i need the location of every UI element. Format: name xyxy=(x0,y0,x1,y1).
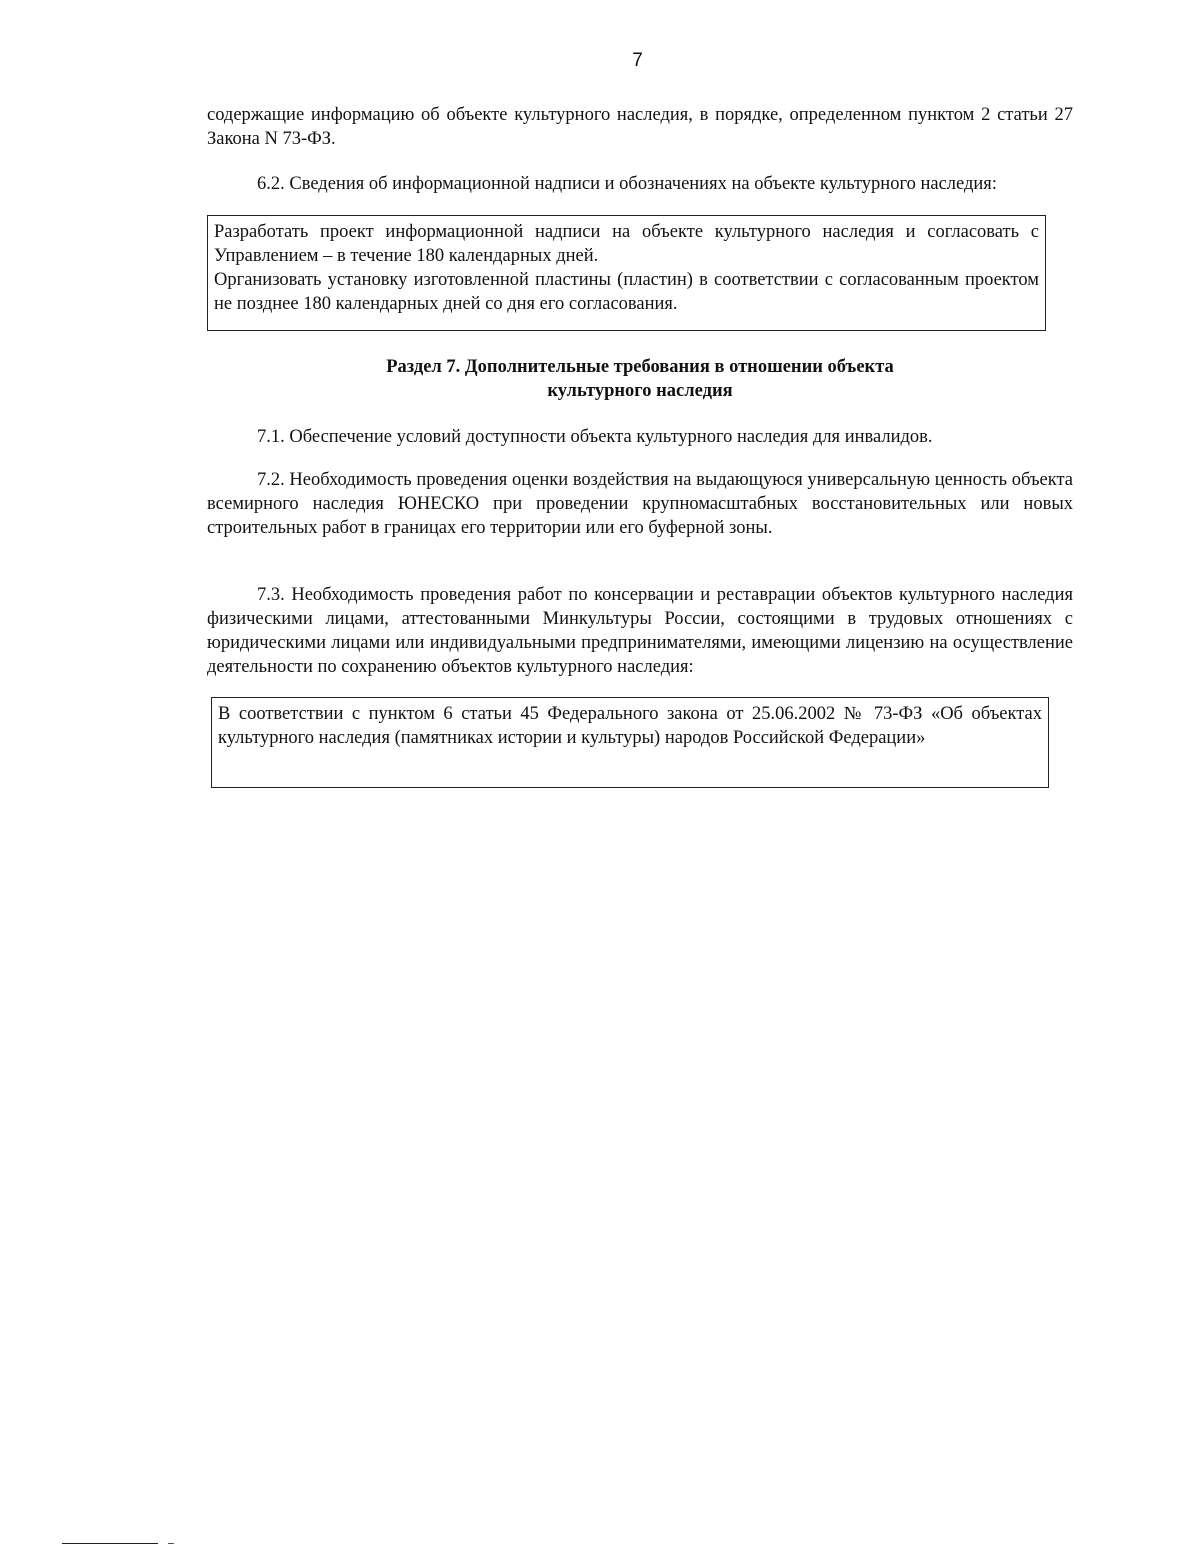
item-7-1-paragraph: 7.1. Обеспечение условий доступности объекта культурного наследия для инвалидов. xyxy=(257,427,933,447)
info-inscription-line-2: Организовать установку изготовленной пластины (пластин) в соответствии с согласованным проектом не позднее 180 календарных дней со дня его согласования. xyxy=(214,270,1039,314)
info-inscription-line-1: Разработать проект информационной надписи на объекте культурного наследия и согласовать с Управлением – в течение 180 календарных дней. xyxy=(214,222,1039,266)
legal-basis-box xyxy=(211,697,1049,788)
section-7-heading xyxy=(207,355,1073,403)
item-6-2-paragraph: 6.2. Сведения об информационной надписи и обозначениях на объекте культурного наследия: xyxy=(257,174,997,194)
item-7-3-paragraph: 7.3. Необходимость проведения работ по консервации и реставрации объектов культурного наследия физическими лицами, аттестованными Минкультуры России, состоящими в трудовых отношениях с юридическими лицами или индивидуальными предпринимателями, имеющими лицензию на осуществление деятельности по сохранению объектов культурного наследия: xyxy=(207,585,1073,677)
footnote-separator xyxy=(62,1543,158,1544)
section-7-heading-line-1: Раздел 7. Дополнительные требования в отношении объекта xyxy=(386,357,894,377)
footnote-dash xyxy=(168,1543,174,1544)
item-7-2-paragraph: 7.2. Необходимость проведения оценки воздействия на выдающуюся универсальную ценность объекта всемирного наследия ЮНЕСКО при проведении крупномасштабных восстановительных или новых строительных работ в границах его территории или его буферной зоны. xyxy=(207,470,1073,538)
info-inscription-box xyxy=(207,215,1046,331)
page-number: 7 xyxy=(632,50,643,71)
section-7-heading-line-2: культурного наследия xyxy=(547,381,733,401)
legal-basis-text: В соответствии с пунктом 6 статьи 45 Федерального закона от 25.06.2002 № 73-ФЗ «Об объектах культурного наследия (памятниках истории и культуры) народов Российской Федерации» xyxy=(218,704,1042,748)
intro-paragraph: содержащие информацию об объекте культурного наследия, в порядке, определенном пунктом 2 статьи 27 Закона N 73-ФЗ. xyxy=(207,105,1073,149)
